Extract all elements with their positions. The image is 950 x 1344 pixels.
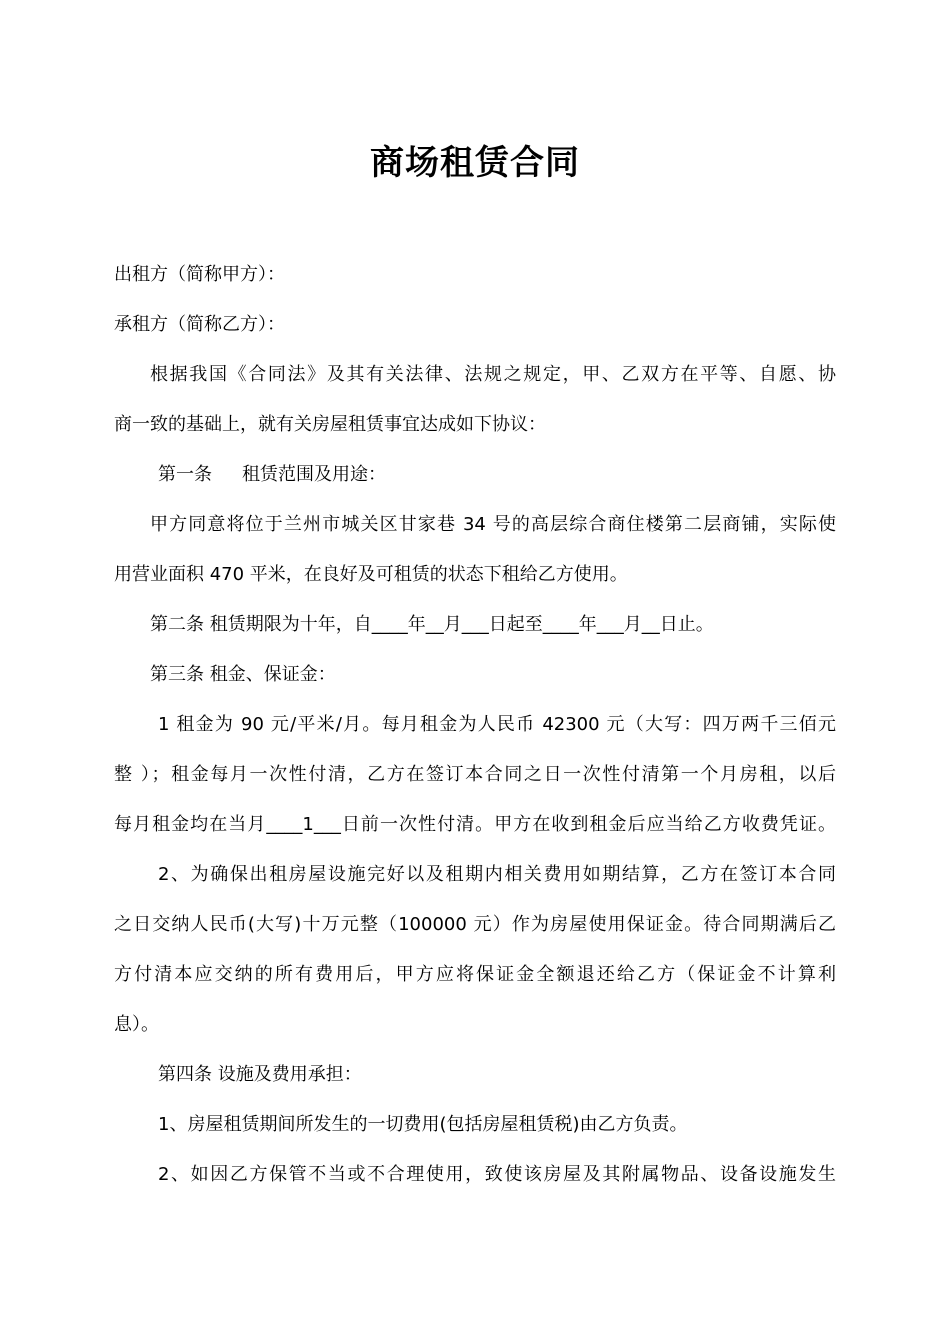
article3-item2-line-2: 之日交纳人民币(大写)十万元整（100000 元）作为房屋使用保证金。待合同期满后乙 <box>114 914 836 935</box>
article3-item2-line-3: 方付清本应交纳的所有费用后，甲方应将保证金全额退还给乙方（保证金不计算利 <box>114 964 836 985</box>
preamble-line-2: 商一致的基础上，就有关房屋租赁事宜达成如下协议： <box>114 414 546 435</box>
article4-item1: 1、房屋租赁期间所发生的一切费用(包括房屋租赁税)由乙方负责。 <box>158 1114 688 1135</box>
document-title: 商场租赁合同 <box>370 143 580 183</box>
article3-item1-line-2: 整 ）；租金每月一次性付清，乙方在签订本合同之日一次性付清第一个月房租，以后 <box>114 764 836 785</box>
article1-heading <box>158 462 888 488</box>
article3-heading: 第三条 租金、保证金： <box>150 664 336 685</box>
article3-item2-line-1: 2、为确保出租房屋设施完好以及租期内相关费用如期结算，乙方在签订本合同 <box>158 864 836 885</box>
lessor-line: 出租方（简称甲方）： <box>114 264 285 285</box>
article1-number: 第一条 <box>158 464 212 485</box>
lessee-line: 承租方（简称乙方）： <box>114 314 285 335</box>
article3-item1-line-3: 每月租金均在当月____1___日前一次性付清。甲方在收到租金后应当给乙方收费凭证。 <box>114 814 836 835</box>
article3-item1-line-1: 1 租金为 90 元/平米/月。每月租金为人民币 42300 元（大写：四万两千三佰元 <box>158 714 836 735</box>
article1-body-2: 用营业面积 470 平米，在良好及可租赁的状态下租给乙方使用。 <box>114 564 628 585</box>
article3-item2-line-4: 息）。 <box>114 1014 159 1035</box>
article4-heading: 第四条 设施及费用承担： <box>158 1064 362 1085</box>
article1-body-1: 甲方同意将位于兰州市城关区甘家巷 34 号的高层综合商住楼第二层商铺，实际使 <box>150 514 836 535</box>
article4-item2: 2、如因乙方保管不当或不合理使用，致使该房屋及其附属物品、设备设施发生 <box>158 1164 836 1185</box>
preamble-line-1: 根据我国《合同法》及其有关法律、法规之规定，甲、乙双方在平等、自愿、协 <box>150 364 836 385</box>
article1-title: 租赁范围及用途： <box>242 464 386 485</box>
article2-line: 第二条 租赁期限为十年，自____年__月___日起至____年___月__日止。 <box>150 614 714 635</box>
